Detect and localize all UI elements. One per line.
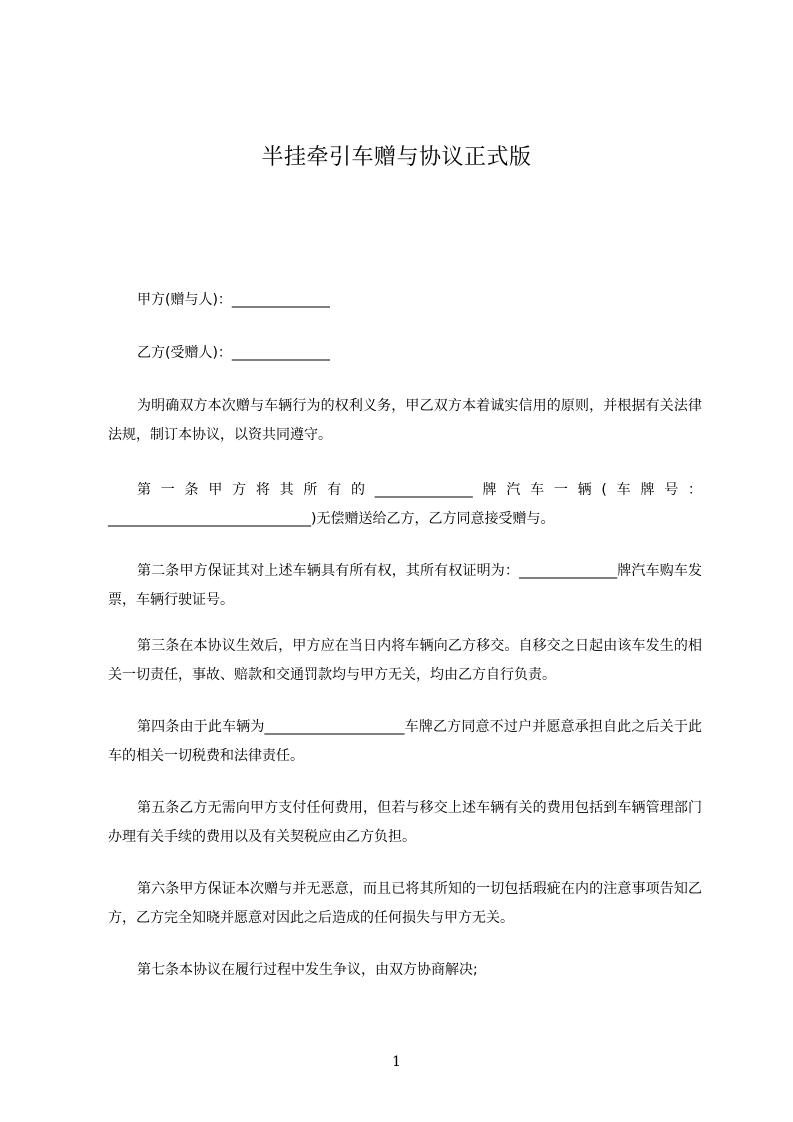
article-7: 第七条本协议在履行过程中发生争议，由双方协商解决; — [137, 962, 478, 978]
party-b-line: 乙方(受赠人)：______________ — [137, 345, 330, 361]
intro-paragraph: 为明确双方本次赠与车辆行为的权利义务，甲乙双方本着诚实信用的原则，并根据有关法律法规，制订本协议，以资共同遵守。 — [108, 398, 702, 443]
page-number: 1 — [392, 1054, 401, 1070]
article-6: 第六条甲方保证本次赠与并无恶意，而且已将其所知的一切包括瑕疵在内的注意事项告知乙方，乙方完全知晓并愿意对因此之后造成的任何损失与甲方无关。 — [108, 881, 702, 926]
article-5: 第五条乙方无需向甲方支付任何费用，但若与移交上述车辆有关的费用包括到车辆管理部门办理有关手续的费用以及有关契税应由乙方负担。 — [108, 800, 702, 845]
article-3: 第三条在本协议生效后，甲方应在当日内将车辆向乙方移交。自移交之日起由该车发生的相关一切责任，事故、赔款和交通罚款均与甲方无关，均由乙方自行负责。 — [108, 638, 702, 683]
article-2: 第二条甲方保证其对上述车辆具有所有权，其所有权证明为：______________牌汽车购车发票，车辆行驶证号。 — [108, 563, 702, 608]
document-title: 半挂牵引车赠与协议正式版 — [261, 145, 532, 170]
article-4: 第四条由于此车辆为____________________车牌乙方同意不过户并愿意承担自此之后关于此车的相关一切税费和法律责任。 — [108, 719, 702, 764]
party-a-line: 甲方(赠与人)：______________ — [137, 292, 330, 308]
article-1: 第一条甲方将其所有的______________牌汽车一辆(车牌号：_____________________________)无偿赠送给乙方，乙方同意接受赠与。 — [108, 482, 702, 527]
